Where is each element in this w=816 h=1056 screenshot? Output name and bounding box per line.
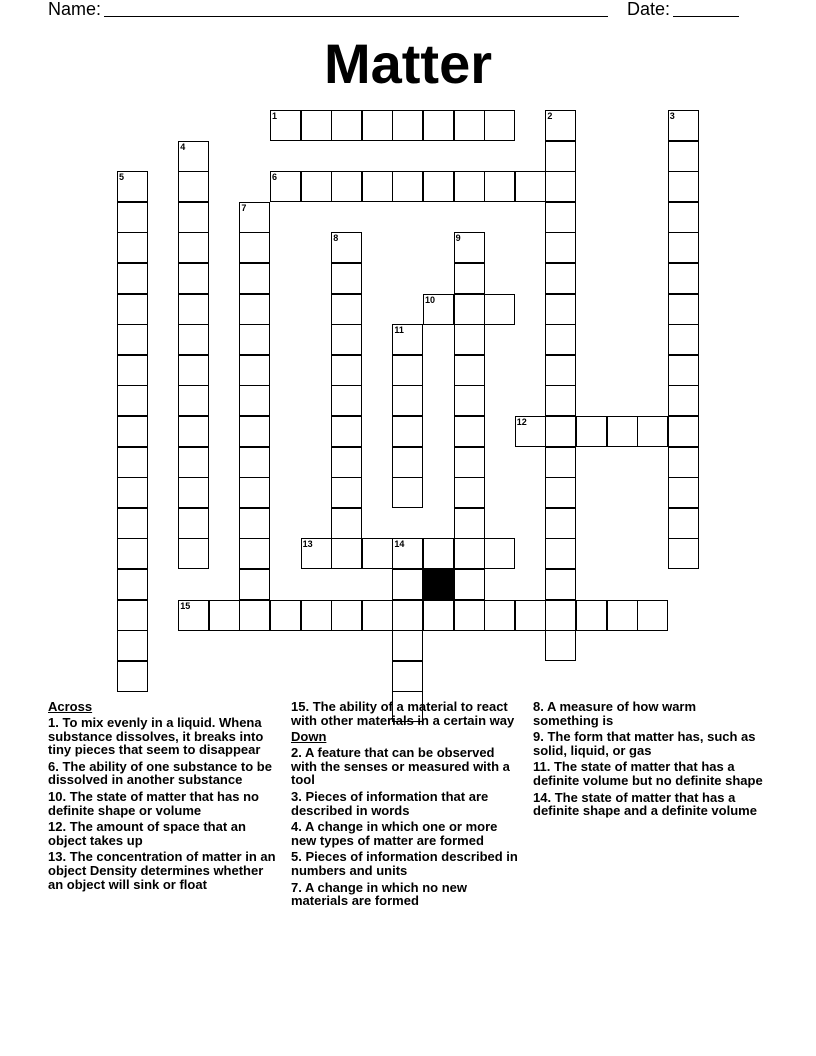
clue-number: 11. (533, 759, 551, 775)
grid-cell[interactable] (301, 538, 332, 569)
grid-cell[interactable] (239, 538, 270, 569)
grid-cell[interactable] (454, 477, 485, 508)
grid-cell[interactable] (607, 416, 638, 447)
grid-cell[interactable] (117, 447, 148, 478)
grid-cell[interactable] (239, 355, 270, 386)
grid-cell[interactable] (239, 508, 270, 539)
clue-10 (48, 790, 280, 817)
clue-text: The amount of space that an object takes up (48, 819, 246, 848)
grid-cell[interactable] (117, 477, 148, 508)
clue-number: 1. (48, 715, 59, 730)
grid-cell[interactable] (239, 569, 270, 600)
grid-cell[interactable] (576, 600, 607, 631)
grid-cell[interactable] (117, 661, 148, 692)
clue-number-1: 1 (272, 111, 278, 121)
clue-number-9: 9 (455, 233, 461, 244)
grid-cell[interactable] (178, 294, 209, 325)
grid-cell[interactable] (545, 263, 576, 294)
clue-number-7: 7 (241, 202, 247, 213)
grid-cell[interactable] (178, 600, 209, 631)
grid-cell[interactable] (454, 447, 485, 478)
grid-cell[interactable] (178, 141, 209, 172)
grid-cell[interactable] (239, 294, 270, 325)
clue-number-5: 5 (119, 172, 125, 183)
clue-text: To mix evenly in a liquid. Whena substance dissolves, it breaks into tiny pieces that seem to disappear (48, 715, 264, 758)
grid-cell[interactable] (668, 538, 699, 569)
grid-cell[interactable] (362, 171, 393, 202)
grid-cell[interactable] (454, 324, 485, 355)
grid-cell[interactable] (362, 600, 393, 631)
grid-cell[interactable] (607, 600, 638, 631)
grid-cell[interactable] (515, 416, 546, 447)
grid-cell[interactable] (454, 508, 485, 539)
clue-text: A change in which no new materials are formed (291, 879, 468, 909)
grid-cell[interactable] (454, 110, 485, 141)
clue-text: The state of matter that has a definite volume but no definite shape (533, 759, 763, 788)
grid-cell[interactable] (545, 477, 576, 508)
grid-cell[interactable] (637, 600, 668, 631)
grid-cell[interactable] (178, 202, 209, 233)
grid-cell[interactable] (239, 232, 270, 263)
grid-cell[interactable] (301, 171, 332, 202)
grid-cell[interactable] (545, 447, 576, 478)
grid-cell[interactable] (545, 600, 576, 631)
clue-number-3: 3 (669, 111, 675, 121)
clue-text: The form that matter has, such as solid, liquid, or gas (533, 729, 756, 758)
grid-cell[interactable] (117, 171, 148, 202)
clue-number-10: 10 (425, 294, 436, 305)
clue-8 (533, 700, 765, 727)
grid-cell[interactable] (392, 477, 423, 508)
grid-cell[interactable] (331, 263, 362, 294)
grid-cell[interactable] (178, 263, 209, 294)
clue-number-4: 4 (180, 141, 186, 152)
clue-number-11: 11 (394, 325, 404, 336)
grid-cell[interactable] (209, 600, 240, 631)
clue-number: 3. (291, 788, 302, 804)
grid-cell[interactable] (392, 630, 423, 661)
grid-cell[interactable] (331, 385, 362, 416)
clue-number: 5. (291, 849, 302, 865)
grid-cell[interactable] (392, 538, 423, 569)
grid-cell[interactable] (392, 569, 423, 600)
clue-text: The state of matter that has a definite shape and a definite volume (533, 789, 757, 819)
grid-cell[interactable] (668, 110, 699, 141)
clue-column-2 (291, 700, 523, 911)
clue-column-3 (533, 700, 765, 821)
grid-cell[interactable] (239, 600, 270, 631)
grid-cell[interactable] (331, 355, 362, 386)
grid-cell[interactable] (545, 171, 576, 202)
clue-14 (533, 791, 765, 818)
grid-cell[interactable] (668, 508, 699, 539)
grid-cell[interactable] (545, 508, 576, 539)
grid-cell[interactable] (392, 355, 423, 386)
grid-cell[interactable] (178, 416, 209, 447)
clue-number: 2. (291, 745, 302, 761)
grid-cell[interactable] (545, 294, 576, 325)
grid-cell[interactable] (454, 600, 485, 631)
grid-cell[interactable] (331, 600, 362, 631)
clue-text: A feature that can be observed with the senses or measured with a tool (291, 745, 510, 788)
name-label: Name: (48, 0, 102, 19)
grid-cell[interactable] (515, 171, 546, 202)
grid-cell[interactable] (454, 569, 485, 600)
grid-cell[interactable] (362, 538, 393, 569)
grid-cell[interactable] (668, 171, 699, 202)
grid-cell[interactable] (301, 110, 332, 141)
grid-cell[interactable] (178, 232, 209, 263)
grid-cell[interactable] (668, 416, 699, 447)
grid-cell[interactable] (423, 110, 454, 141)
grid-cell[interactable] (331, 110, 362, 141)
grid-cell[interactable] (178, 447, 209, 478)
clue-13 (48, 850, 280, 891)
grid-cell[interactable] (423, 538, 454, 569)
clue-12 (48, 820, 280, 847)
grid-cell[interactable] (484, 538, 515, 569)
grid-cell[interactable] (545, 538, 576, 569)
grid-cell[interactable] (331, 171, 362, 202)
grid-cell[interactable] (515, 600, 546, 631)
clue-number-8: 8 (333, 233, 339, 244)
clue-number: 15. (291, 699, 310, 714)
grid-cell[interactable] (178, 171, 209, 202)
clue-6 (48, 760, 280, 787)
grid-cell[interactable] (576, 416, 607, 447)
grid-cell[interactable] (178, 355, 209, 386)
grid-cell[interactable] (454, 232, 485, 263)
clue-number-6: 6 (272, 172, 278, 183)
grid-cell[interactable] (117, 385, 148, 416)
grid-cell[interactable] (454, 416, 485, 447)
clue-number: 13. (48, 849, 67, 865)
grid-cell[interactable] (239, 385, 270, 416)
grid-cell[interactable] (270, 171, 301, 202)
clue-number: 12. (48, 819, 67, 835)
grid-cell[interactable] (545, 324, 576, 355)
date-label: Date: (627, 0, 671, 19)
grid-cell[interactable] (178, 385, 209, 416)
clues-section (48, 700, 768, 1000)
grid-cell[interactable] (668, 447, 699, 478)
grid-cell[interactable] (117, 232, 148, 263)
grid-cell[interactable] (239, 447, 270, 478)
clue-text: The concentration of matter in an object Density determines whether an object will sink or float (48, 849, 276, 892)
grid-cell[interactable] (545, 141, 576, 172)
clue-15 (291, 700, 523, 727)
grid-cell[interactable] (545, 202, 576, 233)
grid-cell[interactable] (668, 385, 699, 416)
clue-text: A change in which one or more new types of matter are formed (291, 819, 498, 848)
grid-cell[interactable] (239, 416, 270, 447)
grid-cell[interactable] (668, 202, 699, 233)
black-cell (423, 569, 454, 600)
grid-cell[interactable] (178, 538, 209, 569)
grid-cell[interactable] (117, 294, 148, 325)
grid-cell[interactable] (668, 263, 699, 294)
grid-cell[interactable] (392, 661, 423, 692)
clue-number: 9. (533, 729, 544, 745)
grid-cell[interactable] (117, 600, 148, 631)
grid-cell[interactable] (117, 569, 148, 600)
grid-cell[interactable] (362, 110, 393, 141)
grid-cell[interactable] (454, 355, 485, 386)
clue-11 (533, 760, 765, 787)
grid-cell[interactable] (392, 600, 423, 631)
grid-cell[interactable] (454, 171, 485, 202)
grid-cell[interactable] (239, 324, 270, 355)
grid-cell[interactable] (117, 324, 148, 355)
across-heading: Across (48, 699, 93, 714)
grid-cell[interactable] (331, 477, 362, 508)
grid-cell[interactable] (117, 416, 148, 447)
grid-cell[interactable] (545, 416, 576, 447)
grid-cell[interactable] (270, 110, 301, 141)
clue-9 (533, 730, 765, 757)
clue-1 (48, 716, 280, 757)
grid-cell[interactable] (178, 324, 209, 355)
grid-cell[interactable] (668, 141, 699, 172)
grid-cell[interactable] (117, 508, 148, 539)
clue-2 (291, 746, 523, 787)
grid-cell[interactable] (117, 538, 148, 569)
grid-cell[interactable] (117, 263, 148, 294)
clue-number: 14. (533, 789, 552, 805)
clue-number: 6. (48, 758, 59, 774)
clue-text: The ability of a material to react with other materials in a certain way (291, 699, 515, 728)
grid-cell[interactable] (454, 294, 485, 325)
clue-3 (291, 790, 523, 817)
grid-cell[interactable] (270, 600, 301, 631)
grid-cell[interactable] (668, 355, 699, 386)
clue-number-13: 13 (302, 539, 313, 550)
grid-cell[interactable] (331, 324, 362, 355)
clue-number-14: 14 (394, 539, 405, 550)
grid-cell[interactable] (423, 600, 454, 631)
clue-text: A measure of how warm something is (533, 699, 697, 728)
clue-number-15: 15 (180, 600, 191, 611)
grid-cell[interactable] (392, 171, 423, 202)
grid-cell[interactable] (668, 324, 699, 355)
clue-text: Pieces of information that are described in words (291, 788, 489, 818)
clue-text: The ability of one substance to be dissolved in another substance (48, 758, 272, 788)
clue-number: 10. (48, 788, 67, 804)
grid-cell[interactable] (423, 171, 454, 202)
clue-column-1 (48, 700, 280, 894)
clue-number: 8. (533, 699, 544, 714)
grid-cell[interactable] (392, 447, 423, 478)
clue-text: Pieces of information described in numbers and units (291, 849, 518, 878)
grid-cell[interactable] (331, 232, 362, 263)
grid-cell[interactable] (301, 600, 332, 631)
grid-cell[interactable] (668, 477, 699, 508)
grid-cell[interactable] (637, 416, 668, 447)
down-heading: Down (291, 729, 327, 745)
grid-cell[interactable] (545, 630, 576, 661)
grid-cell[interactable] (454, 538, 485, 569)
grid-cell[interactable] (484, 294, 515, 325)
clue-7 (291, 881, 523, 908)
grid-cell[interactable] (331, 508, 362, 539)
clue-text: The state of matter that has no definite shape or volume (48, 788, 259, 818)
grid-cell[interactable] (117, 630, 148, 661)
grid-cell[interactable] (484, 110, 515, 141)
grid-cell[interactable] (668, 294, 699, 325)
grid-cell[interactable] (331, 447, 362, 478)
grid-cell[interactable] (545, 385, 576, 416)
grid-cell[interactable] (484, 600, 515, 631)
grid-cell[interactable] (117, 355, 148, 386)
grid-cell[interactable] (545, 110, 576, 141)
grid-cell[interactable] (545, 569, 576, 600)
grid-cell[interactable] (454, 263, 485, 294)
grid-cell[interactable] (392, 416, 423, 447)
grid-cell[interactable] (668, 232, 699, 263)
grid-cell[interactable] (454, 385, 485, 416)
grid-cell[interactable] (178, 477, 209, 508)
grid-cell[interactable] (117, 202, 148, 233)
clue-4 (291, 820, 523, 847)
grid-cell[interactable] (331, 416, 362, 447)
page-title: Matter (323, 32, 493, 95)
grid-cell[interactable] (392, 324, 423, 355)
grid-cell[interactable] (178, 508, 209, 539)
grid-cell[interactable] (239, 263, 270, 294)
grid-cell[interactable] (484, 171, 515, 202)
clue-number-2: 2 (547, 111, 553, 121)
grid-cell[interactable] (331, 538, 362, 569)
grid-cell[interactable] (239, 202, 270, 233)
grid-cell[interactable] (331, 294, 362, 325)
grid-cell[interactable] (392, 110, 423, 141)
grid-cell[interactable] (392, 385, 423, 416)
clue-number: 4. (291, 819, 302, 835)
grid-cell[interactable] (239, 477, 270, 508)
grid-cell[interactable] (545, 355, 576, 386)
clue-5 (291, 850, 523, 877)
grid-cell[interactable] (545, 232, 576, 263)
clue-number: 7. (291, 879, 302, 895)
grid-cell[interactable] (423, 294, 454, 325)
clue-number-12: 12 (516, 417, 527, 427)
